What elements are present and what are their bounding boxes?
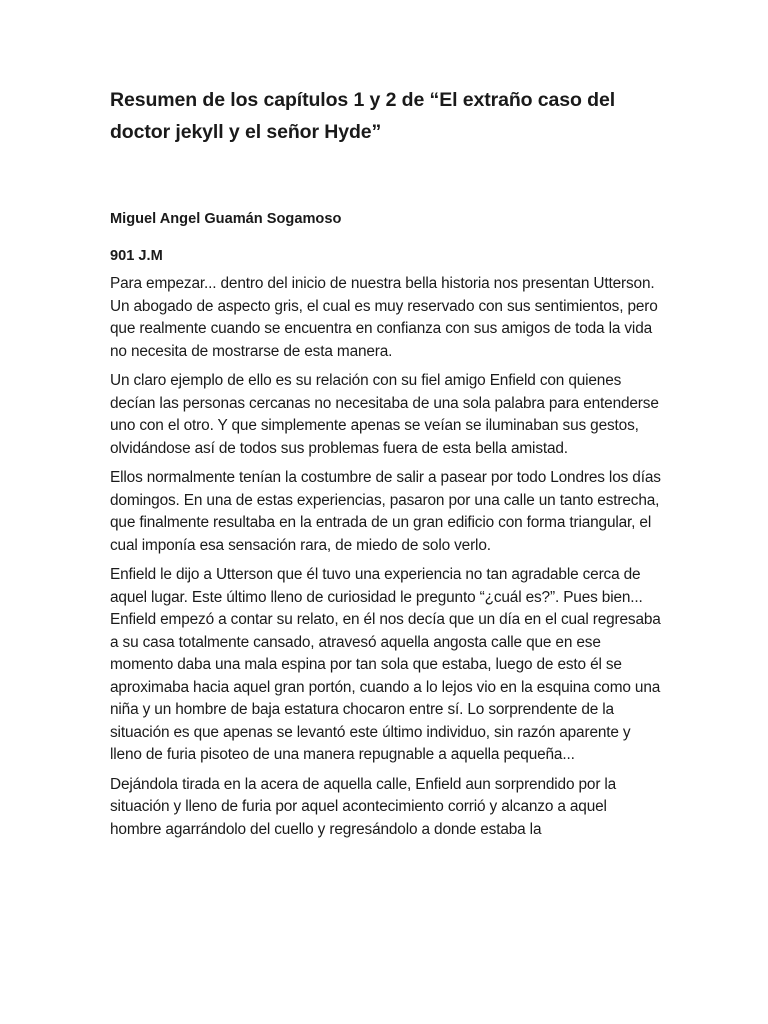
course-code: 901 J.M (110, 248, 163, 264)
paragraph-2: Un claro ejemplo de ello es su relación con su fiel amigo Enfield con quienes decían las personas cercanas no necesitaba de una sola palabra para entenderse uno con el otro. Y que simplemente apenas se veían se iluminaban sus gestos, olvidándose así de todos sus problemas fuera de esta bella amistad. (110, 372, 659, 457)
document-title: Resumen de los capítulos 1 y 2 de “El extraño caso del doctor jekyll y el señor Hyde” (110, 89, 616, 143)
paragraph-3: Ellos normalmente tenían la costumbre de salir a pasear por todo Londres los días domingos. En una de estas experiencias, pasaron por una calle un tanto estrecha, que finalmente resultaba en la entrada de un gran edificio con forma triangular, el cual imponía esa sensación rara, de miedo de solo verlo. (110, 469, 661, 554)
paragraph-4: Enfield le dijo a Utterson que él tuvo una experiencia no tan agradable cerca de aquel lugar. Este último lleno de curiosidad le pregunto “¿cuál es?”. Pues bien... Enfield empezó a contar su relato, en él nos decía que un día en el cual regresaba a su casa totalmente cansado, atravesó aquella angosta calle que en ese momento daba una mala espina por tan sola que estaba, luego de esto él se aproximaba hacia aquel gran portón, cuando a lo lejos vio en la esquina como una niña y un hombre de baja estatura chocaron entre sí. Lo sorprendente de la situación es que apenas se levantó este último individuo, sin razón aparente y lleno de furia pisoteo de una manera repugnable a aquella pequeña... (110, 566, 661, 763)
paragraph-5: Dejándola tirada en la acera de aquella calle, Enfield aun sorprendido por la situación y lleno de furia por aquel acontecimiento corrió y alcanzo a aquel hombre agarrándolo del cuello y regresándolo a donde estaba la (110, 775, 617, 838)
paragraph-1: Para empezar... dentro del inicio de nuestra bella historia nos presentan Utterson. Un abogado de aspecto gris, el cual es muy reservado con sus sentimientos, pero que realmente cuando se encuentra en confianza con sus amigos de toda la vida no necesita de mostrarse de esta manera. (110, 275, 658, 360)
author-name: Miguel Angel Guamán Sogamoso (110, 211, 342, 227)
document-body (110, 84, 662, 841)
